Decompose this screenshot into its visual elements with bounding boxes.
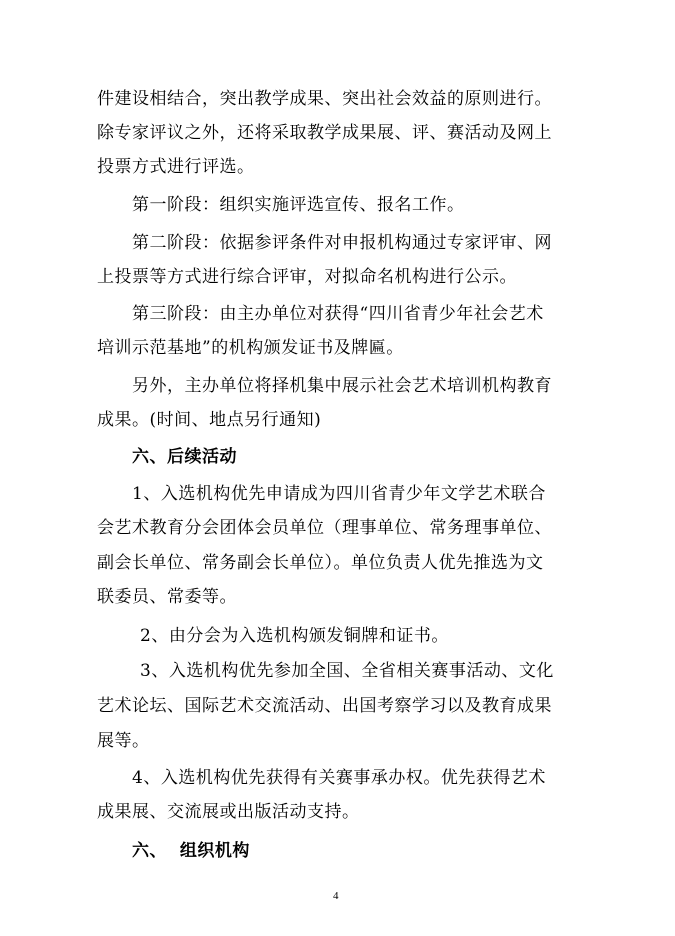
section-heading: 六、 组织机构 [132,841,250,861]
list-item-line: 副会长单位、常务副会长单位）。单位负责人优先推选为文 [97,553,544,573]
body-text-line: 除专家评议之外，还将采取教学成果展、评、赛活动及网上 [97,123,552,143]
body-text-line: 成果。(时间、地点另行通知) [97,410,322,430]
list-item-line: 展等。 [97,731,150,751]
page-number: 4 [333,890,339,902]
body-text-line: 第一阶段：组织实施评选宣传、报名工作。 [132,195,465,215]
list-item-line: 2、由分会为入选机构颁发铜牌和证书。 [140,626,449,646]
body-text-line: 上投票等方式进行综合评审，对拟命名机构进行公示。 [97,267,517,287]
section-heading: 六、后续活动 [132,447,237,467]
body-text-line: 第三阶段：由主办单位对获得“四川省青少年社会艺术 [132,304,544,324]
body-text-line: 另外，主办单位将择机集中展示社会艺术培训机构教育 [132,376,552,396]
list-item-line: 4、入选机构优先获得有关赛事承办权。优先获得艺术 [132,768,546,788]
list-item-line: 1、入选机构优先申请成为四川省青少年文学艺术联合 [132,484,546,504]
body-text-line: 第二阶段：依据参评条件对申报机构通过专家评审、网 [132,233,552,253]
list-item-line: 联委员、常委等。 [97,587,237,607]
list-item-line: 会艺术教育分会团体会员单位（理事单位、常务理事单位、 [97,518,552,538]
body-text-line: 培训示范基地”的机构颁发证书及牌匾。 [97,338,404,358]
body-text-line: 投票方式进行评选。 [97,157,255,177]
list-item-line: 3、入选机构优先参加全国、全省相关赛事活动、文化 [140,661,554,681]
body-text-line: 件建设相结合，突出教学成果、突出社会效益的原则进行。 [97,89,552,109]
list-item-line: 艺术论坛、国际艺术交流活动、出国考察学习以及教育成果 [97,696,552,716]
list-item-line: 成果展、交流展或出版活动支持。 [97,802,360,822]
